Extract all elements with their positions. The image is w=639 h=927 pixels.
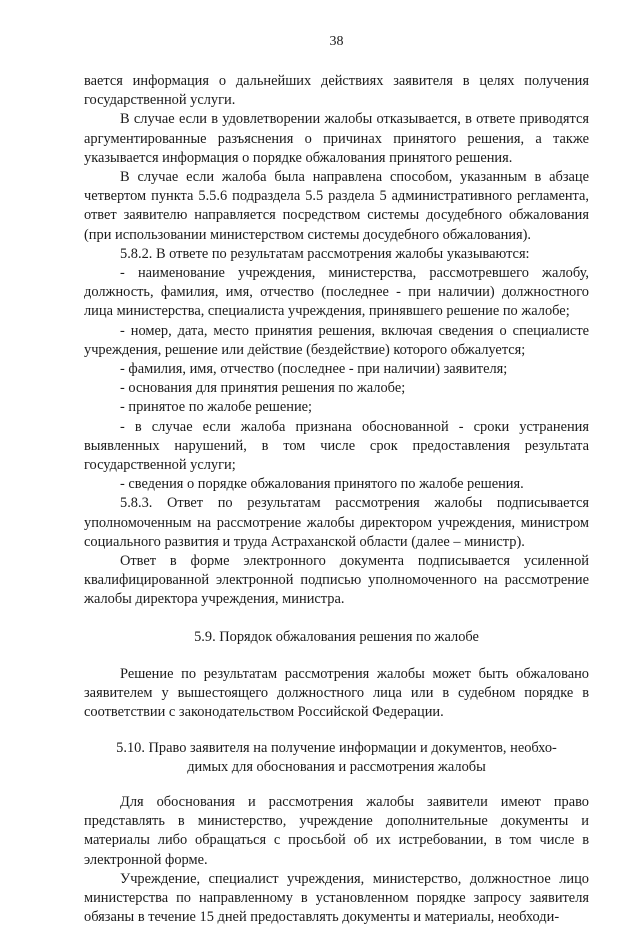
paragraph-5-8-3: 5.8.3. Ответ по результатам рассмотрения жалобы подписывается уполномоченным на рассмотрение жалобы директором учреждения, министром социального развития и труда Астраханской области (далее – министр). (84, 495, 589, 550)
list-item-institution-name: - наименование учреждения, министерства, рассмотревшего жалобу, должность, фамилия, имя, отчество (последнее - при наличии) должностного лица министерства, специалиста учреждения, принявшего решение по жалобе; (84, 265, 589, 320)
spacer (84, 777, 589, 793)
list-item-appeal-procedure: - сведения о порядке обжалования принятого по жалобе решения. (120, 476, 524, 493)
paragraph-refusal: В случае если в удовлетворении жалобы отказывается, в ответе приводятся аргументированные разъяснения о причинах принятого решения, а также указывается информация о порядке обжалования принятого решения. (84, 111, 589, 166)
list-item-violation-terms: - в случае если жалоба признана обоснованной - сроки устранения выявленных нарушений, в том числе срок предоставления результата государственной услуги; (84, 418, 589, 474)
spacer (84, 647, 589, 665)
paragraph-5-8-2: 5.8.2. В ответе по результатам рассмотрения жалобы указываются: (120, 245, 530, 262)
list-item-decision-grounds: - основания для принятия решения по жалобе; (120, 380, 406, 397)
spacer (84, 610, 589, 628)
section-heading-5-9: 5.9. Порядок обжалования решения по жалобе (194, 628, 479, 645)
paragraph-electronic-signature: Ответ в форме электронного документа подписывается усиленной квалифицированной электронной подписью уполномоченного на рассмотрение жалобы директора учреждения, министра. (84, 553, 589, 608)
spacer (84, 723, 589, 739)
list-item-decision: - принятое по жалобе решение; (120, 399, 313, 416)
section-heading-5-10-line2: димых для обоснования и рассмотрения жалобы (187, 758, 486, 775)
paragraph-5-9: Решение по результатам рассмотрения жалобы может быть обжаловано заявителем у вышестоящего должностного лица или в судебном порядке в соответствии с законодательством Российской Федерации. (84, 665, 589, 721)
page-number: 38 (329, 34, 344, 49)
paragraph-5-10-obligations: Учреждение, специалист учреждения, министерство, должностное лицо министерства по направленному в установленном порядке запросу заявителя обязаны в течение 15 дней предоставлять документы и материалы, необходи- (84, 870, 589, 926)
list-item-decision-number: - номер, дата, место принятия решения, включая сведения о специалисте учреждения, решение или действие (бездействие) которого обжалуется; (84, 322, 589, 358)
paragraph-continuation: вается информация о дальнейших действиях заявителя в целях получения государственной услуги. (84, 73, 589, 109)
section-heading-5-10-line1: 5.10. Право заявителя на получение информации и документов, необхо- (116, 739, 557, 756)
paragraph-5-10-rights: Для обоснования и рассмотрения жалобы заявители имеют право представлять в министерство, учреждение дополнительные документы и материалы либо обращаться с просьбой об их истребовании, в том числе в электронной форме. (84, 793, 589, 868)
list-item-applicant-name: - фамилия, имя, отчество (последнее - при наличии) заявителя; (120, 361, 508, 378)
paragraph-appeal-system: В случае если жалоба была направлена способом, указанным в абзаце четвертом пункта 5.5.6 подраздела 5.5 раздела 5 административного регламента, ответ заявителю направляется посредством системы досудебного обжалования (при использовании министерством системы досудебного обжалования). (84, 169, 589, 243)
